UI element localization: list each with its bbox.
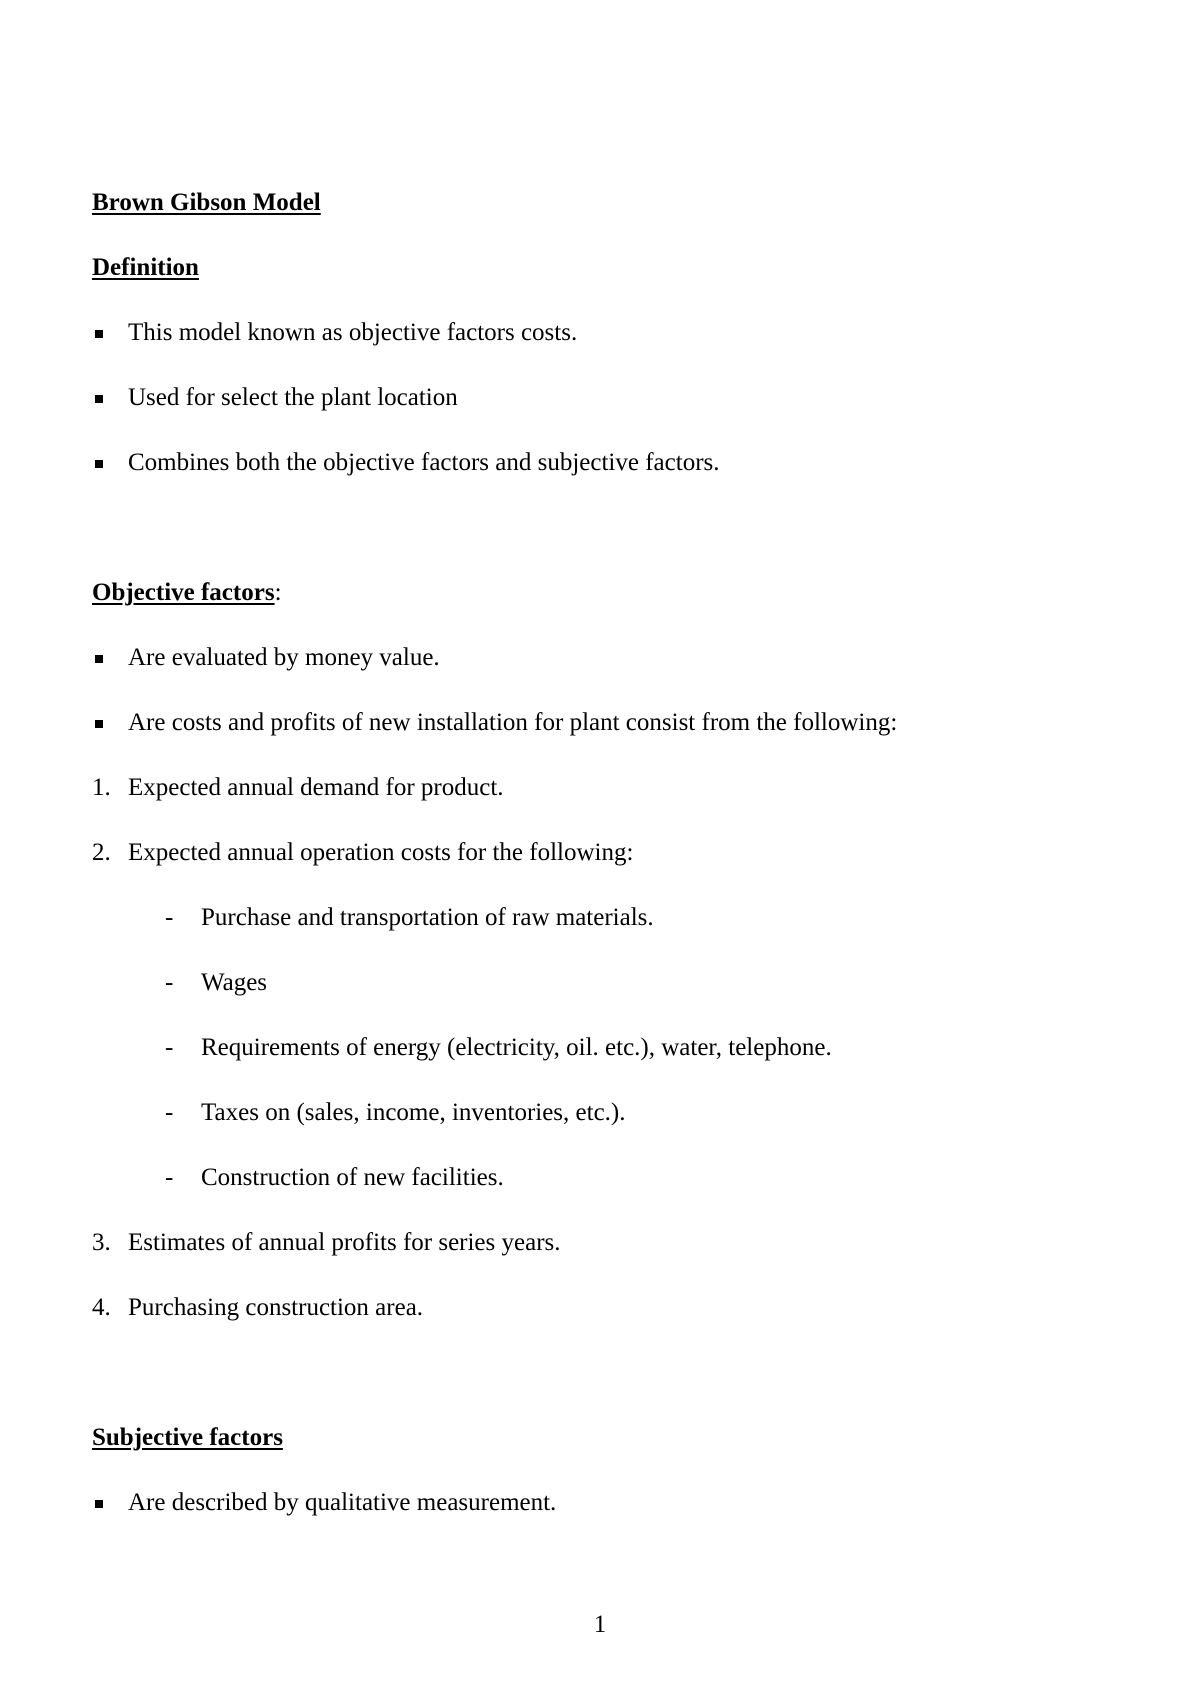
definition-heading: Definition bbox=[92, 254, 199, 281]
objective-bullet: Are evaluated by money value. bbox=[128, 644, 440, 671]
definition-bullet: Used for select the plant location bbox=[128, 384, 458, 411]
list-number: 1. bbox=[92, 774, 111, 801]
page-number: 1 bbox=[593, 1611, 607, 1638]
list-dash: - bbox=[165, 1164, 174, 1191]
list-number: 4. bbox=[92, 1294, 111, 1321]
definition-bullet: This model known as objective factors costs. bbox=[128, 319, 578, 346]
document-title: Brown Gibson Model bbox=[92, 189, 321, 216]
objective-bullet: Are costs and profits of new installation for plant consist from the following: bbox=[128, 709, 898, 736]
objective-heading: Objective factors bbox=[92, 579, 275, 606]
bullet-square-icon bbox=[95, 655, 103, 663]
sub-list-item: Purchase and transportation of raw materials. bbox=[201, 904, 654, 931]
list-dash: - bbox=[165, 1034, 174, 1061]
subjective-bullet: Are described by qualitative measurement. bbox=[128, 1489, 557, 1516]
sub-list-item: Wages bbox=[201, 969, 268, 996]
sub-list-item: Requirements of energy (electricity, oil. etc.), water, telephone. bbox=[201, 1034, 832, 1061]
list-dash: - bbox=[165, 904, 174, 931]
bullet-square-icon bbox=[95, 460, 103, 468]
list-dash: - bbox=[165, 1099, 174, 1126]
bullet-square-icon bbox=[95, 720, 103, 728]
bullet-square-icon bbox=[95, 395, 103, 403]
objective-heading-line bbox=[92, 578, 282, 608]
list-item: Purchasing construction area. bbox=[128, 1294, 424, 1321]
bullet-square-icon bbox=[95, 330, 103, 338]
bullet-square-icon bbox=[95, 1500, 103, 1508]
list-number: 2. bbox=[92, 839, 111, 866]
subjective-heading: Subjective factors bbox=[92, 1424, 283, 1451]
definition-bullet: Combines both the objective factors and subjective factors. bbox=[128, 449, 720, 476]
list-number: 3. bbox=[92, 1229, 111, 1256]
sub-list-item: Construction of new facilities. bbox=[201, 1164, 504, 1191]
list-item: Expected annual operation costs for the following: bbox=[128, 839, 634, 866]
list-dash: - bbox=[165, 969, 174, 996]
list-item: Estimates of annual profits for series years. bbox=[128, 1229, 561, 1256]
list-item: Expected annual demand for product. bbox=[128, 774, 504, 801]
sub-list-item: Taxes on (sales, income, inventories, etc.). bbox=[201, 1099, 626, 1126]
objective-heading-suffix: : bbox=[274, 579, 282, 606]
